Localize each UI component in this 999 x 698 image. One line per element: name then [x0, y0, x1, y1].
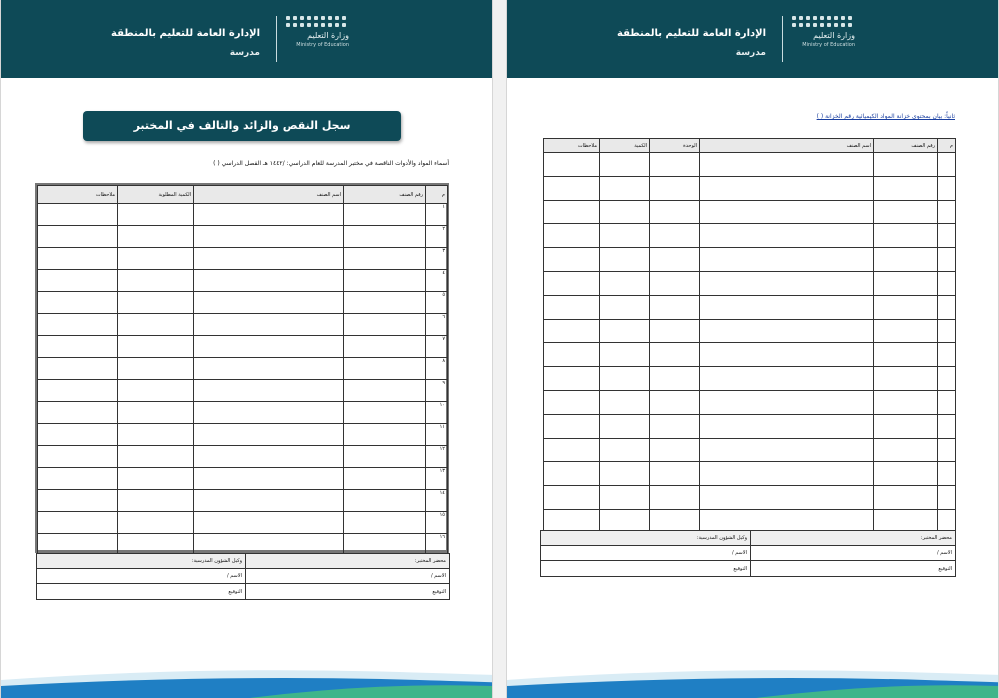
table-cell[interactable]: [600, 390, 650, 414]
table-cell[interactable]: [700, 319, 874, 343]
table-cell[interactable]: [544, 486, 600, 510]
table-cell[interactable]: [874, 153, 938, 177]
table-cell[interactable]: [194, 248, 344, 270]
table-cell[interactable]: [874, 486, 938, 510]
footer-wave-decoration: [507, 658, 998, 698]
table-cell[interactable]: [600, 462, 650, 486]
table-cell[interactable]: [38, 468, 118, 490]
row-index: ٩: [426, 380, 448, 402]
table-cell[interactable]: [118, 468, 194, 490]
row-index: [938, 486, 956, 510]
table-cell[interactable]: [38, 270, 118, 292]
col-header-quantity: الكمية: [600, 139, 650, 153]
table-row: [38, 402, 448, 424]
table-cell[interactable]: [874, 271, 938, 295]
col-header-item-name: اسم الصنف: [194, 186, 344, 204]
table-cell[interactable]: [600, 200, 650, 224]
table-cell[interactable]: [650, 200, 700, 224]
supervisor-signature-field[interactable]: التوقيع: [751, 561, 956, 577]
table-cell[interactable]: [700, 271, 874, 295]
table-row: [38, 446, 448, 468]
table-cell[interactable]: [650, 153, 700, 177]
table-cell[interactable]: [544, 438, 600, 462]
table-cell[interactable]: [700, 367, 874, 391]
table-cell[interactable]: [600, 343, 650, 367]
header-divider: [782, 16, 783, 62]
page-right: [506, 0, 999, 698]
table-cell[interactable]: [344, 204, 426, 226]
table-cell[interactable]: [544, 224, 600, 248]
table-row: [38, 490, 448, 512]
table-cell[interactable]: [38, 490, 118, 512]
table-row: [38, 248, 448, 270]
table-cell[interactable]: [874, 414, 938, 438]
table-cell[interactable]: [874, 200, 938, 224]
lab-supervisor-label: محضر المختبر:: [246, 554, 450, 569]
header-divider: [276, 16, 277, 62]
table-cell[interactable]: [544, 462, 600, 486]
table-cell[interactable]: [194, 512, 344, 534]
table-cell[interactable]: [118, 292, 194, 314]
table-row: [544, 200, 956, 224]
ministry-logo: [284, 16, 349, 64]
table-cell[interactable]: [544, 319, 600, 343]
table-cell[interactable]: [38, 424, 118, 446]
header-title: الإدارة العامة للتعليم بالمنطقة: [111, 28, 260, 39]
header-school: مدرسة: [735, 48, 766, 58]
col-header-item-name: اسم الصنف: [700, 139, 874, 153]
row-index: [938, 319, 956, 343]
agent-signature-field[interactable]: التوقيع: [37, 584, 246, 600]
table-cell[interactable]: [600, 271, 650, 295]
row-index: [938, 367, 956, 391]
row-index: [938, 271, 956, 295]
table-cell[interactable]: [118, 270, 194, 292]
table-cell[interactable]: [344, 512, 426, 534]
page-header: [507, 0, 998, 78]
table-cell[interactable]: [874, 224, 938, 248]
table-cell[interactable]: [650, 295, 700, 319]
row-index: [938, 153, 956, 177]
signature-block: [540, 530, 956, 577]
lab-supervisor-label: محضر المختبر:: [751, 531, 956, 546]
table-cell[interactable]: [38, 358, 118, 380]
table-cell[interactable]: [700, 200, 874, 224]
signature-block: [36, 553, 450, 600]
table-cell[interactable]: [700, 414, 874, 438]
table-cell[interactable]: [38, 402, 118, 424]
table-cell[interactable]: [344, 402, 426, 424]
table-row: [544, 343, 956, 367]
table-cell[interactable]: [600, 176, 650, 200]
table-cell[interactable]: [650, 248, 700, 272]
row-index: ٣: [426, 248, 448, 270]
table-cell[interactable]: [650, 176, 700, 200]
table-row: [38, 512, 448, 534]
table-cell[interactable]: [700, 486, 874, 510]
table-cell[interactable]: [118, 490, 194, 512]
table-row: [38, 380, 448, 402]
header-title: الإدارة العامة للتعليم بالمنطقة: [617, 28, 766, 39]
table-cell[interactable]: [38, 446, 118, 468]
table-cell[interactable]: [544, 200, 600, 224]
table-row: [544, 438, 956, 462]
deficiency-table: [37, 185, 448, 556]
table-cell[interactable]: [38, 204, 118, 226]
table-cell[interactable]: [700, 248, 874, 272]
table-header-row: [544, 139, 956, 153]
table-cell[interactable]: [700, 224, 874, 248]
table-cell[interactable]: [344, 314, 426, 336]
table-row: [38, 336, 448, 358]
table-cell[interactable]: [600, 248, 650, 272]
table-cell[interactable]: [118, 336, 194, 358]
table-row: [38, 314, 448, 336]
table-cell[interactable]: [874, 295, 938, 319]
page-left: [0, 0, 493, 698]
table-cell[interactable]: [118, 512, 194, 534]
table-cell[interactable]: [874, 367, 938, 391]
table-cell[interactable]: [700, 462, 874, 486]
table-cell[interactable]: [118, 358, 194, 380]
table-cell[interactable]: [344, 468, 426, 490]
agent-name-field[interactable]: الاسم /: [541, 546, 751, 561]
cabinet-contents-table: [543, 138, 956, 534]
table-row: [544, 319, 956, 343]
table-row: [38, 292, 448, 314]
table-cell[interactable]: [544, 390, 600, 414]
table-cell[interactable]: [344, 380, 426, 402]
table-cell[interactable]: [544, 367, 600, 391]
table-cell[interactable]: [118, 248, 194, 270]
table-cell[interactable]: [600, 486, 650, 510]
page-gutter: [493, 0, 506, 698]
row-index: ٥: [426, 292, 448, 314]
table-row: [38, 468, 448, 490]
table-cell[interactable]: [700, 153, 874, 177]
row-index: ١٤: [426, 490, 448, 512]
table-row: [38, 226, 448, 248]
row-index: ١١: [426, 424, 448, 446]
ministry-name-en: Ministry of Education: [296, 42, 349, 48]
ministry-name-ar: وزارة التعليم: [813, 31, 855, 40]
ministry-name-ar: وزارة التعليم: [307, 31, 349, 40]
row-index: ١٢: [426, 446, 448, 468]
table-cell[interactable]: [194, 402, 344, 424]
page-header: [1, 0, 492, 78]
table-cell[interactable]: [118, 380, 194, 402]
col-header-item-number: رقم الصنف: [874, 139, 938, 153]
school-affairs-agent-label: وكيل الشؤون المدرسية:: [37, 554, 246, 569]
table-cell[interactable]: [700, 343, 874, 367]
supervisor-signature-field[interactable]: التوقيع: [246, 584, 450, 600]
col-header-index: م: [426, 186, 448, 204]
table-cell[interactable]: [38, 314, 118, 336]
table-cell[interactable]: [194, 468, 344, 490]
cabinet-info-line: ثانياً: بيان بمحتوى خزانة المواد الكيميائية رقم الخزانة ( ): [816, 113, 955, 120]
table-cell[interactable]: [700, 390, 874, 414]
col-header-item-number: رقم الصنف: [344, 186, 426, 204]
table-row: [544, 462, 956, 486]
row-index: [938, 414, 956, 438]
table-cell[interactable]: [344, 424, 426, 446]
table-cell[interactable]: [344, 248, 426, 270]
row-index: [938, 224, 956, 248]
table-cell[interactable]: [194, 380, 344, 402]
col-header-quantity: الكمية المطلوبة: [118, 186, 194, 204]
table-cell[interactable]: [118, 314, 194, 336]
table-cell[interactable]: [874, 390, 938, 414]
table-cell[interactable]: [194, 336, 344, 358]
table-cell[interactable]: [700, 295, 874, 319]
table-cell[interactable]: [118, 204, 194, 226]
table-cell[interactable]: [194, 292, 344, 314]
table-cell[interactable]: [344, 490, 426, 512]
row-index: ١٥: [426, 512, 448, 534]
row-index: ٨: [426, 358, 448, 380]
table-cell[interactable]: [600, 367, 650, 391]
agent-signature-field[interactable]: التوقيع: [541, 561, 751, 577]
table-cell[interactable]: [38, 512, 118, 534]
table-cell[interactable]: [544, 295, 600, 319]
table-row: [544, 248, 956, 272]
info-line: أسماء المواد والأدوات الناقصة في مختبر المدرسة للعام الدراسي: /١٤٤٢ هـ الفصل الدراسي ( ): [213, 160, 449, 167]
table-cell[interactable]: [544, 271, 600, 295]
table-cell[interactable]: [600, 295, 650, 319]
row-index: [938, 462, 956, 486]
table-cell[interactable]: [344, 226, 426, 248]
table-row: [544, 295, 956, 319]
table-cell[interactable]: [650, 414, 700, 438]
table-row: [544, 367, 956, 391]
row-index: [938, 390, 956, 414]
row-index: [938, 176, 956, 200]
table-cell[interactable]: [874, 343, 938, 367]
table-cell[interactable]: [118, 446, 194, 468]
table-row: [544, 224, 956, 248]
row-index: ١٣: [426, 468, 448, 490]
table-cell[interactable]: [544, 414, 600, 438]
table-cell[interactable]: [600, 414, 650, 438]
table-cell[interactable]: [344, 446, 426, 468]
row-index: ٢: [426, 226, 448, 248]
table-row: [544, 271, 956, 295]
table-cell[interactable]: [544, 343, 600, 367]
table-cell[interactable]: [874, 462, 938, 486]
table-cell[interactable]: [194, 314, 344, 336]
table-cell[interactable]: [650, 343, 700, 367]
row-index: ٧: [426, 336, 448, 358]
table-row: [544, 414, 956, 438]
row-index: ١٠: [426, 402, 448, 424]
table-cell[interactable]: [650, 319, 700, 343]
table-header-row: [38, 186, 448, 204]
table-cell[interactable]: [344, 270, 426, 292]
table-row: [38, 270, 448, 292]
table-cell[interactable]: [118, 402, 194, 424]
ministry-logo: [790, 16, 855, 64]
table-cell[interactable]: [194, 226, 344, 248]
table-cell[interactable]: [600, 438, 650, 462]
row-index: ٦: [426, 314, 448, 336]
table-cell[interactable]: [650, 462, 700, 486]
col-header-unit: الوحدة: [650, 139, 700, 153]
table-cell[interactable]: [38, 292, 118, 314]
table-cell[interactable]: [700, 438, 874, 462]
table-cell[interactable]: [344, 358, 426, 380]
row-index: [938, 343, 956, 367]
table-row: [544, 486, 956, 510]
table-cell[interactable]: [600, 319, 650, 343]
table-cell[interactable]: [650, 390, 700, 414]
table-cell[interactable]: [544, 176, 600, 200]
row-index: [938, 248, 956, 272]
table-cell[interactable]: [874, 319, 938, 343]
table-cell[interactable]: [544, 153, 600, 177]
supervisor-name-field[interactable]: الاسم /: [751, 546, 956, 561]
table-cell[interactable]: [874, 248, 938, 272]
col-header-index: م: [938, 139, 956, 153]
table-row: [544, 176, 956, 200]
table-cell[interactable]: [600, 224, 650, 248]
ministry-name-en: Ministry of Education: [802, 42, 855, 48]
table-row: [544, 153, 956, 177]
table-cell[interactable]: [650, 367, 700, 391]
footer-wave-decoration: [1, 658, 492, 698]
table-row: [38, 204, 448, 226]
table-cell[interactable]: [194, 424, 344, 446]
table-cell[interactable]: [38, 336, 118, 358]
document-title: سجل النقص والزائد والتالف في المختبر: [83, 111, 401, 141]
logo-dots-icon: [792, 16, 852, 27]
table-cell[interactable]: [650, 224, 700, 248]
row-index: ١: [426, 204, 448, 226]
table-cell[interactable]: [38, 226, 118, 248]
row-index: ١٦: [426, 534, 448, 556]
table-cell[interactable]: [38, 248, 118, 270]
table-cell[interactable]: [874, 438, 938, 462]
table-cell[interactable]: [118, 424, 194, 446]
supervisor-name-field[interactable]: الاسم /: [246, 569, 450, 584]
table-cell[interactable]: [650, 271, 700, 295]
table-cell[interactable]: [700, 176, 874, 200]
table-cell[interactable]: [194, 358, 344, 380]
table-cell[interactable]: [544, 248, 600, 272]
row-index: [938, 295, 956, 319]
table-cell[interactable]: [344, 292, 426, 314]
table-cell[interactable]: [650, 486, 700, 510]
row-index: ٤: [426, 270, 448, 292]
agent-name-field[interactable]: الاسم /: [37, 569, 246, 584]
table-cell[interactable]: [194, 446, 344, 468]
row-index: [938, 200, 956, 224]
table-row: [38, 424, 448, 446]
header-school: مدرسة: [229, 48, 260, 58]
table-cell[interactable]: [194, 270, 344, 292]
table-cell[interactable]: [194, 490, 344, 512]
table-cell[interactable]: [344, 336, 426, 358]
row-index: [938, 438, 956, 462]
table-cell[interactable]: [118, 226, 194, 248]
school-affairs-agent-label: وكيل الشؤون المدرسية:: [541, 531, 751, 546]
table-cell[interactable]: [874, 176, 938, 200]
table-cell[interactable]: [194, 204, 344, 226]
col-header-notes: ملاحظات: [38, 186, 118, 204]
logo-dots-icon: [286, 16, 346, 27]
table-row: [38, 358, 448, 380]
table-cell[interactable]: [650, 438, 700, 462]
table-cell[interactable]: [600, 153, 650, 177]
col-header-notes: ملاحظات: [544, 139, 600, 153]
table-row: [544, 390, 956, 414]
table-cell[interactable]: [38, 380, 118, 402]
